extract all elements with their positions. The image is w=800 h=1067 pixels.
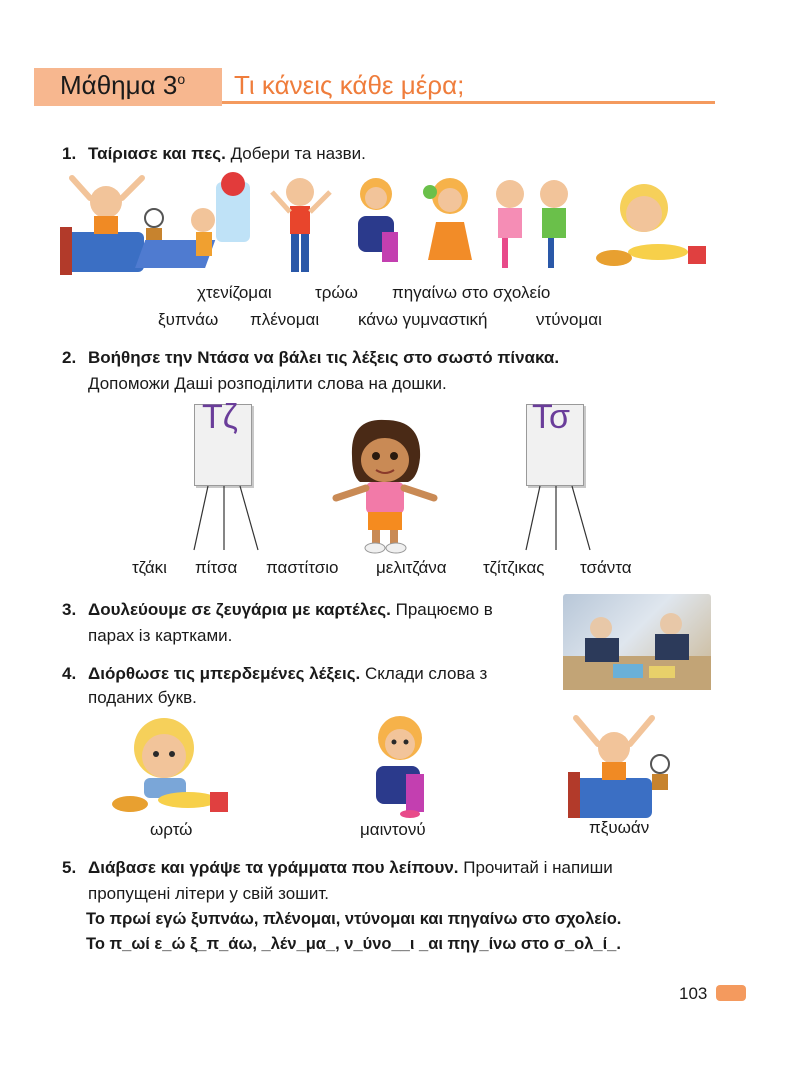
word-tzaki: τζάκι	[132, 558, 167, 577]
task-1-instruction: 1. Ταίριασε και πες. Добери та назви.	[62, 144, 366, 163]
header-underline	[222, 101, 715, 104]
word-tzitzikas: τζίτζικας	[483, 558, 545, 577]
task-5-instruction: 5. Διάβασε και γράψε τα γράμματα που λείπουν. Прочитай і напиши	[62, 858, 613, 877]
word-tsanta: τσάντα	[580, 558, 632, 577]
board-tz-label: Τζ	[202, 398, 238, 436]
word-melitzana: μελιτζάνα	[376, 558, 447, 577]
scrambled-word-3: πξυωάν	[589, 818, 650, 837]
word-xypnao: ξυπνάω	[158, 310, 219, 329]
page-tab-marker	[716, 985, 746, 1001]
combing-illustration	[423, 178, 472, 260]
eating-boy-illustration	[108, 712, 238, 820]
word-pitsa: πίτσα	[195, 558, 238, 577]
exercise-illustration	[272, 178, 330, 272]
task-2-instruction: 2. Βοήθησε την Ντάσα να βάλει τις λέξεις στο σωστό πίνακα.	[62, 348, 560, 367]
classroom-photo	[563, 594, 711, 690]
word-troo: τρώω	[315, 283, 358, 302]
task-5-gapped-sentence: Το π_ωί ε_ώ ξ_π_άω, _λέν_μα_, ν_ύνο__ι _αι πηγ_ίνω στο σ_ολ_ί_.	[86, 935, 621, 953]
task-3-translation: парах із картками.	[88, 626, 233, 645]
page-number: 103	[679, 984, 708, 1003]
word-ntynomai: ντύνομαι	[536, 310, 602, 329]
board-tz-easel	[186, 484, 266, 554]
word-kano-gymnastiki: κάνω γυμναστική	[358, 310, 488, 329]
word-chtenizomai: χτενίζομαι	[197, 283, 272, 302]
word-plenomai: πλένομαι	[250, 310, 320, 329]
word-pastitsio: παστίτσιο	[266, 558, 339, 577]
waking-boy-illustration	[562, 712, 682, 820]
scrambled-word-2: μαιντονύ	[360, 820, 426, 839]
dressing-illustration	[358, 178, 398, 262]
board-ts-label: Τσ	[532, 398, 571, 436]
dressing-girl-illustration	[350, 712, 450, 820]
lesson-number: Μάθημα $3^o$	[60, 70, 186, 100]
task-2-translation: Допоможи Даші розподілити слова на дошки.	[88, 374, 447, 393]
lesson-title: Τι κάνεις κάθε μέρα;	[234, 70, 465, 100]
board-ts-easel	[518, 484, 598, 554]
school-illustration	[496, 180, 568, 268]
task-5-sentence: Το πρωί εγώ ξυπνάω, πλένομαι, ντύνομαι και πηγαίνω στο σχολείο.	[86, 910, 622, 928]
task-5-translation: пропущені літери у свій зошит.	[88, 884, 329, 903]
task1-illustrations	[58, 172, 718, 282]
task-3-instruction: 3. Δουλεύουμε σε ζευγάρια με καρτέλες. Працюємо в	[62, 600, 493, 619]
dora-illustration	[330, 416, 440, 556]
task-4-instruction: 4. Διόρθωσε τις μπερδεμένες λέξεις. Склади слова з	[62, 664, 488, 683]
eating-illustration	[596, 184, 706, 266]
task-4-translation: поданих букв.	[88, 688, 197, 707]
scrambled-word-1: ωρτώ	[150, 820, 193, 839]
word-pigaino-sto-scholeio: πηγαίνω στο σχολείο	[392, 283, 551, 302]
